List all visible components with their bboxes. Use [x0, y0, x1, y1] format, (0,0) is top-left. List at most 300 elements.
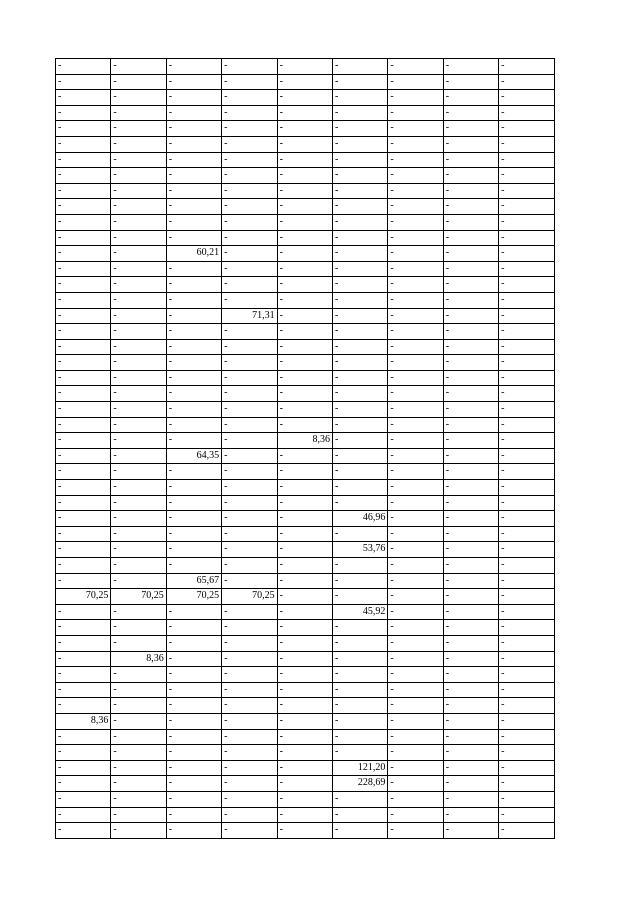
- table-cell: -: [166, 776, 221, 792]
- table-cell: -: [388, 324, 443, 340]
- table-cell: -: [166, 292, 221, 308]
- table-cell: -: [499, 776, 554, 792]
- table-cell: -: [111, 511, 166, 527]
- table-row: [56, 308, 555, 324]
- table-cell: -: [332, 59, 387, 75]
- table-cell: -: [443, 713, 498, 729]
- table-cell: -: [499, 433, 554, 449]
- table-cell: -: [166, 635, 221, 651]
- table-row: [56, 760, 555, 776]
- table-cell: -: [56, 604, 111, 620]
- table-row: [56, 604, 555, 620]
- table-cell: -: [277, 386, 332, 402]
- table-cell: -: [111, 573, 166, 589]
- table-cell: -: [277, 121, 332, 137]
- table-row: [56, 589, 555, 605]
- table-cell: -: [499, 136, 554, 152]
- table-row: [56, 667, 555, 683]
- table-cell: -: [443, 74, 498, 90]
- table-row: [56, 480, 555, 496]
- table-row: [56, 370, 555, 386]
- table-cell: -: [111, 713, 166, 729]
- table-cell: -: [277, 682, 332, 698]
- table-row: [56, 807, 555, 823]
- table-cell: -: [111, 682, 166, 698]
- table-cell: -: [222, 386, 277, 402]
- table-cell: -: [332, 698, 387, 714]
- table-cell: -: [499, 261, 554, 277]
- table-cell: 121,20: [332, 760, 387, 776]
- table-cell: -: [332, 136, 387, 152]
- table-cell: -: [388, 277, 443, 293]
- table-cell: 8,36: [111, 651, 166, 667]
- table-cell: -: [166, 558, 221, 574]
- table-cell: 70,25: [166, 589, 221, 605]
- table-cell: -: [111, 370, 166, 386]
- table-row: [56, 573, 555, 589]
- table-cell: -: [222, 59, 277, 75]
- table-cell: -: [388, 292, 443, 308]
- table-row: [56, 526, 555, 542]
- table-cell: -: [277, 651, 332, 667]
- table-cell: -: [388, 745, 443, 761]
- table-cell: -: [277, 214, 332, 230]
- table-row: [56, 168, 555, 184]
- table-cell: -: [388, 339, 443, 355]
- table-cell: -: [277, 59, 332, 75]
- table-cell: -: [222, 776, 277, 792]
- table-cell: -: [499, 308, 554, 324]
- table-cell: 8,36: [277, 433, 332, 449]
- table-cell: -: [499, 823, 554, 839]
- table-cell: -: [166, 121, 221, 137]
- table-cell: -: [443, 308, 498, 324]
- table-cell: -: [332, 651, 387, 667]
- table-cell: -: [222, 152, 277, 168]
- table-cell: -: [443, 152, 498, 168]
- table-cell: -: [388, 386, 443, 402]
- table-cell: -: [277, 448, 332, 464]
- table-cell: -: [222, 542, 277, 558]
- table-cell: -: [499, 168, 554, 184]
- table-cell: -: [332, 74, 387, 90]
- table-cell: -: [166, 464, 221, 480]
- table-cell: -: [111, 355, 166, 371]
- table-cell: -: [277, 246, 332, 262]
- table-cell: -: [222, 526, 277, 542]
- table-cell: 70,25: [56, 589, 111, 605]
- table-cell: -: [111, 791, 166, 807]
- table-cell: -: [443, 386, 498, 402]
- table-cell: -: [388, 230, 443, 246]
- table-cell: -: [166, 526, 221, 542]
- table-cell: -: [56, 495, 111, 511]
- table-cell: -: [443, 261, 498, 277]
- table-cell: -: [332, 620, 387, 636]
- table-cell: -: [388, 121, 443, 137]
- table-row: [56, 448, 555, 464]
- table-cell: -: [499, 667, 554, 683]
- table-cell: -: [499, 277, 554, 293]
- table-cell: -: [443, 214, 498, 230]
- table-cell: -: [222, 339, 277, 355]
- table-cell: -: [332, 183, 387, 199]
- table-cell: -: [56, 823, 111, 839]
- table-cell: -: [222, 511, 277, 527]
- table-cell: -: [56, 152, 111, 168]
- table-cell: -: [222, 682, 277, 698]
- table-cell: -: [166, 355, 221, 371]
- table-cell: -: [56, 261, 111, 277]
- table-row: [56, 214, 555, 230]
- table-cell: -: [111, 339, 166, 355]
- table-cell: -: [443, 495, 498, 511]
- table-cell: -: [277, 261, 332, 277]
- table-cell: -: [166, 277, 221, 293]
- table-cell: -: [222, 292, 277, 308]
- table-cell: -: [56, 74, 111, 90]
- table-cell: -: [443, 183, 498, 199]
- table-cell: -: [277, 558, 332, 574]
- table-cell: -: [499, 292, 554, 308]
- table-cell: -: [166, 183, 221, 199]
- table-cell: -: [277, 355, 332, 371]
- table-cell: -: [277, 277, 332, 293]
- table-cell: -: [111, 59, 166, 75]
- table-cell: -: [111, 183, 166, 199]
- table-cell: -: [499, 589, 554, 605]
- table-cell: -: [277, 511, 332, 527]
- table-cell: -: [56, 573, 111, 589]
- table-row: [56, 355, 555, 371]
- table-cell: -: [166, 339, 221, 355]
- table-cell: -: [332, 433, 387, 449]
- table-row: [56, 417, 555, 433]
- table-cell: -: [166, 370, 221, 386]
- table-cell: -: [222, 370, 277, 386]
- table-cell: -: [277, 729, 332, 745]
- table-cell: -: [166, 480, 221, 496]
- table-row: [56, 433, 555, 449]
- table-cell: -: [56, 558, 111, 574]
- table-row: [56, 713, 555, 729]
- table-cell: -: [222, 168, 277, 184]
- table-cell: -: [56, 183, 111, 199]
- table-cell: -: [499, 807, 554, 823]
- table-cell: -: [443, 402, 498, 418]
- table-cell: -: [166, 152, 221, 168]
- table-cell: -: [222, 105, 277, 121]
- table-cell: -: [222, 698, 277, 714]
- table-cell: -: [111, 448, 166, 464]
- table-cell: -: [443, 433, 498, 449]
- table-cell: -: [332, 292, 387, 308]
- table-cell: -: [388, 635, 443, 651]
- table-cell: -: [499, 230, 554, 246]
- table-cell: -: [388, 823, 443, 839]
- table-cell: -: [111, 542, 166, 558]
- table-row: [56, 277, 555, 293]
- table-row: [56, 386, 555, 402]
- table-cell: -: [388, 370, 443, 386]
- table-cell: -: [56, 324, 111, 340]
- table-cell: -: [222, 121, 277, 137]
- table-cell: -: [111, 495, 166, 511]
- table-cell: -: [277, 74, 332, 90]
- table-cell: -: [443, 511, 498, 527]
- table-cell: -: [111, 698, 166, 714]
- table-cell: -: [166, 823, 221, 839]
- table-cell: -: [388, 589, 443, 605]
- table-cell: -: [388, 214, 443, 230]
- table-cell: -: [166, 136, 221, 152]
- table-row: [56, 791, 555, 807]
- table-cell: -: [166, 542, 221, 558]
- table-cell: -: [222, 433, 277, 449]
- table-cell: -: [332, 667, 387, 683]
- table-cell: -: [222, 651, 277, 667]
- table-cell: 53,76: [332, 542, 387, 558]
- table-cell: 64,35: [166, 448, 221, 464]
- table-cell: -: [332, 308, 387, 324]
- table-row: [56, 183, 555, 199]
- table-cell: -: [443, 464, 498, 480]
- table-cell: -: [499, 713, 554, 729]
- table-cell: -: [388, 74, 443, 90]
- table-cell: -: [166, 230, 221, 246]
- table-cell: -: [222, 604, 277, 620]
- table-row: [56, 261, 555, 277]
- table-cell: -: [277, 542, 332, 558]
- table-cell: -: [277, 589, 332, 605]
- table-cell: -: [443, 589, 498, 605]
- table-row: [56, 74, 555, 90]
- table-cell: -: [499, 355, 554, 371]
- table-cell: -: [332, 729, 387, 745]
- table-cell: -: [166, 745, 221, 761]
- table-cell: -: [332, 339, 387, 355]
- table-row: [56, 620, 555, 636]
- table-cell: -: [166, 604, 221, 620]
- table-cell: -: [166, 495, 221, 511]
- table-cell: -: [222, 417, 277, 433]
- table-cell: -: [332, 713, 387, 729]
- table-cell: -: [388, 620, 443, 636]
- table-cell: -: [111, 823, 166, 839]
- table-cell: -: [56, 433, 111, 449]
- table-cell: -: [222, 90, 277, 106]
- table-cell: -: [222, 791, 277, 807]
- table-row: [56, 651, 555, 667]
- table-cell: -: [166, 791, 221, 807]
- table-cell: -: [332, 261, 387, 277]
- table-cell: -: [277, 199, 332, 215]
- table-cell: -: [499, 729, 554, 745]
- table-cell: -: [111, 292, 166, 308]
- table-cell: -: [388, 417, 443, 433]
- table-cell: -: [222, 480, 277, 496]
- table-cell: -: [332, 745, 387, 761]
- table-cell: -: [332, 105, 387, 121]
- table-cell: -: [443, 682, 498, 698]
- table-cell: -: [166, 807, 221, 823]
- table-cell: -: [443, 807, 498, 823]
- table-cell: -: [443, 635, 498, 651]
- table-cell: -: [443, 573, 498, 589]
- table-cell: -: [332, 277, 387, 293]
- table-cell: -: [277, 324, 332, 340]
- table-cell: -: [499, 339, 554, 355]
- table-cell: -: [443, 292, 498, 308]
- table-cell: -: [443, 136, 498, 152]
- table-cell: -: [332, 199, 387, 215]
- table-cell: -: [277, 573, 332, 589]
- table-cell: -: [277, 292, 332, 308]
- table-cell: -: [499, 105, 554, 121]
- table-cell: -: [499, 183, 554, 199]
- table-cell: -: [332, 558, 387, 574]
- table-cell: -: [166, 511, 221, 527]
- table-cell: -: [443, 339, 498, 355]
- table-cell: -: [111, 230, 166, 246]
- table-cell: -: [166, 74, 221, 90]
- table-row: [56, 121, 555, 137]
- table-cell: -: [56, 745, 111, 761]
- table-cell: -: [443, 168, 498, 184]
- table-cell: -: [56, 121, 111, 137]
- table-cell: -: [277, 480, 332, 496]
- table-cell: -: [443, 59, 498, 75]
- table-cell: -: [56, 807, 111, 823]
- table-cell: -: [277, 713, 332, 729]
- table-cell: 71,31: [222, 308, 277, 324]
- table-row: [56, 292, 555, 308]
- table-cell: -: [388, 246, 443, 262]
- table-cell: -: [277, 635, 332, 651]
- table-cell: -: [499, 464, 554, 480]
- table-cell: -: [499, 417, 554, 433]
- table-cell: -: [56, 651, 111, 667]
- table-cell: -: [111, 246, 166, 262]
- table-cell: -: [277, 230, 332, 246]
- table-cell: -: [388, 261, 443, 277]
- table-cell: -: [443, 448, 498, 464]
- table-cell: -: [166, 402, 221, 418]
- table-cell: -: [166, 308, 221, 324]
- table-row: [56, 823, 555, 839]
- table-row: [56, 402, 555, 418]
- table-cell: -: [332, 823, 387, 839]
- table-cell: -: [111, 760, 166, 776]
- table-cell: -: [388, 105, 443, 121]
- table-cell: -: [499, 386, 554, 402]
- table-cell: -: [56, 526, 111, 542]
- table-cell: -: [56, 464, 111, 480]
- table-cell: -: [56, 355, 111, 371]
- table-cell: -: [166, 760, 221, 776]
- table-cell: -: [388, 729, 443, 745]
- table-cell: -: [56, 480, 111, 496]
- table-cell: -: [277, 791, 332, 807]
- table-cell: -: [56, 448, 111, 464]
- table-cell: -: [499, 214, 554, 230]
- table-cell: -: [499, 604, 554, 620]
- table-cell: -: [56, 682, 111, 698]
- table-cell: -: [388, 59, 443, 75]
- table-cell: -: [277, 760, 332, 776]
- table-row: [56, 59, 555, 75]
- data-table: [55, 58, 555, 839]
- table-cell: -: [388, 136, 443, 152]
- table-cell: -: [277, 308, 332, 324]
- table-cell: -: [443, 542, 498, 558]
- table-cell: -: [277, 402, 332, 418]
- table-row: [56, 729, 555, 745]
- table-cell: -: [332, 807, 387, 823]
- table-cell: -: [388, 807, 443, 823]
- table-cell: -: [443, 246, 498, 262]
- table-cell: -: [56, 402, 111, 418]
- table-cell: -: [222, 230, 277, 246]
- table-cell: -: [166, 698, 221, 714]
- table-cell: -: [499, 59, 554, 75]
- table-cell: -: [332, 573, 387, 589]
- table-cell: -: [443, 651, 498, 667]
- table-cell: -: [111, 308, 166, 324]
- table-cell: -: [222, 355, 277, 371]
- table-cell: -: [388, 667, 443, 683]
- table-cell: -: [443, 698, 498, 714]
- table-cell: -: [56, 760, 111, 776]
- table-row: [56, 199, 555, 215]
- table-cell: -: [443, 526, 498, 542]
- table-cell: -: [443, 745, 498, 761]
- table-cell: -: [277, 526, 332, 542]
- table-cell: -: [277, 495, 332, 511]
- table-cell: -: [166, 433, 221, 449]
- table-cell: -: [56, 417, 111, 433]
- table-cell: -: [443, 776, 498, 792]
- table-cell: -: [388, 90, 443, 106]
- table-row: [56, 464, 555, 480]
- table-cell: -: [443, 417, 498, 433]
- table-row: [56, 542, 555, 558]
- table-cell: -: [166, 261, 221, 277]
- table-cell: -: [56, 90, 111, 106]
- table-cell: -: [111, 90, 166, 106]
- table-cell: -: [499, 698, 554, 714]
- table-cell: -: [332, 480, 387, 496]
- table-cell: -: [332, 682, 387, 698]
- table-cell: -: [388, 651, 443, 667]
- table-cell: -: [111, 324, 166, 340]
- table-cell: -: [56, 199, 111, 215]
- table-cell: -: [111, 807, 166, 823]
- table-cell: -: [499, 620, 554, 636]
- table-cell: -: [111, 199, 166, 215]
- table-cell: -: [222, 573, 277, 589]
- table-cell: -: [111, 620, 166, 636]
- table-cell: -: [388, 511, 443, 527]
- table-cell: -: [111, 464, 166, 480]
- table-cell: -: [277, 136, 332, 152]
- table-row: [56, 698, 555, 714]
- table-cell: -: [222, 74, 277, 90]
- table-cell: 70,25: [222, 589, 277, 605]
- table-cell: -: [166, 620, 221, 636]
- table-cell: -: [277, 339, 332, 355]
- table-cell: -: [388, 402, 443, 418]
